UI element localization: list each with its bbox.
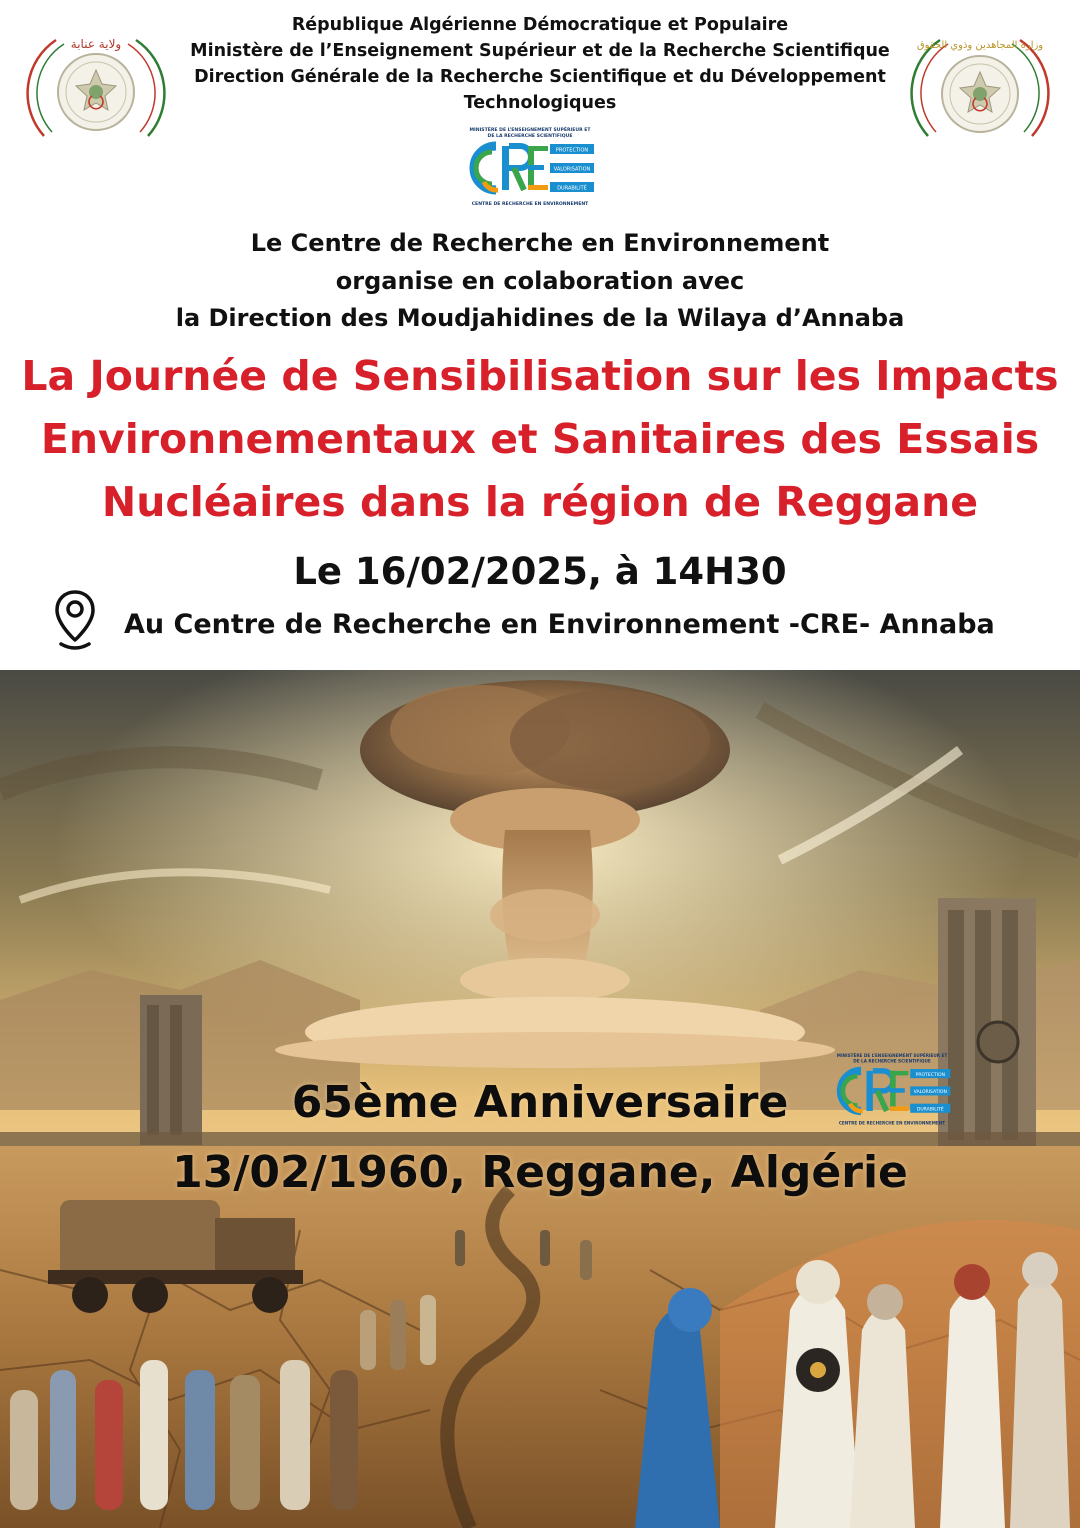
cre-logo-overlay-ministry-line1: MINISTÈRE DE L’ENSEIGNEMENT SUPÉRIEUR ET: [836, 1053, 948, 1059]
event-title-line-1: La Journée de Sensibilisation sur les Impacts: [21, 352, 1059, 400]
event-title-line-2: Environnementaux et Sanitaires des Essais: [40, 415, 1040, 463]
header-line-direction-cont: Technologiques: [463, 93, 617, 113]
left-seal-caption: ولاية عنابة: [70, 37, 122, 51]
cre-logo-overlay-ministry-line2: DE LA RECHERCHE SCIENTIFIQUE: [853, 1058, 931, 1064]
event-title-line-3: Nucléaires dans la région de Reggane: [101, 478, 979, 526]
event-title: [10, 345, 1070, 534]
cre-logo-center-name: CENTRE DE RECHERCHE EN ENVIRONNEMENT: [471, 202, 589, 207]
ministry-moudjahidine-seal: [910, 18, 1050, 158]
header-line-direction: Direction Générale de la Recherche Scientifique et du Développement: [194, 67, 886, 87]
cre-tag-protection: PROTECTION: [555, 147, 589, 154]
organizer-line-direction: la Direction des Moudjahidines de la Wilaya d’Annaba: [175, 304, 905, 332]
header-line-republic: République Algérienne Démocratique et Populaire: [291, 15, 789, 35]
cre-overlay-tag-valorisation: VALORISATION: [913, 1090, 947, 1096]
organizer-block: [60, 225, 1020, 338]
ministry-header: [190, 12, 890, 116]
anniversary-caption: [140, 1068, 940, 1208]
cre-tag-valorisation: VALORISATION: [553, 166, 591, 173]
event-date: Le 16/02/2025, à 14H30: [293, 550, 787, 593]
cre-logo-ministry-line1: MINISTÈRE DE L’ENSEIGNEMENT SUPÉRIEUR ET: [469, 128, 591, 133]
organizer-line-centre: Le Centre de Recherche en Environnement: [250, 229, 830, 257]
anniversary-line-2: 13/02/1960, Reggane, Algérie: [172, 1147, 908, 1198]
header-line-ministry: Ministère de l’Enseignement Supérieur et de la Recherche Scientifique: [190, 41, 890, 61]
organizer-line-collab: organise en colaboration avec: [335, 266, 745, 295]
anniversary-line-1: 65ème Anniversaire: [291, 1077, 789, 1128]
cre-logo-overlay-center-name: CENTRE DE RECHERCHE EN ENVIRONNEMENT: [838, 1120, 946, 1126]
cre-logo: [462, 124, 598, 210]
right-seal-caption: وزارة المجاهدين وذوي الحقوق: [916, 40, 1044, 51]
cre-tag-durabilite: DURABILITÉ: [557, 185, 587, 192]
cre-overlay-tag-protection: PROTECTION: [915, 1072, 945, 1078]
cre-logo-overlay: [830, 1048, 954, 1132]
cre-overlay-tag-durabilite: DURABILITÉ: [916, 1107, 944, 1113]
map-pin-icon: [52, 588, 98, 652]
event-venue: Au Centre de Recherche en Environnement -CRE- Annaba: [124, 609, 995, 640]
cre-logo-ministry-line2: DE LA RECHERCHE SCIENTIFIQUE: [487, 134, 573, 139]
wilaya-annaba-seal: [26, 18, 166, 158]
